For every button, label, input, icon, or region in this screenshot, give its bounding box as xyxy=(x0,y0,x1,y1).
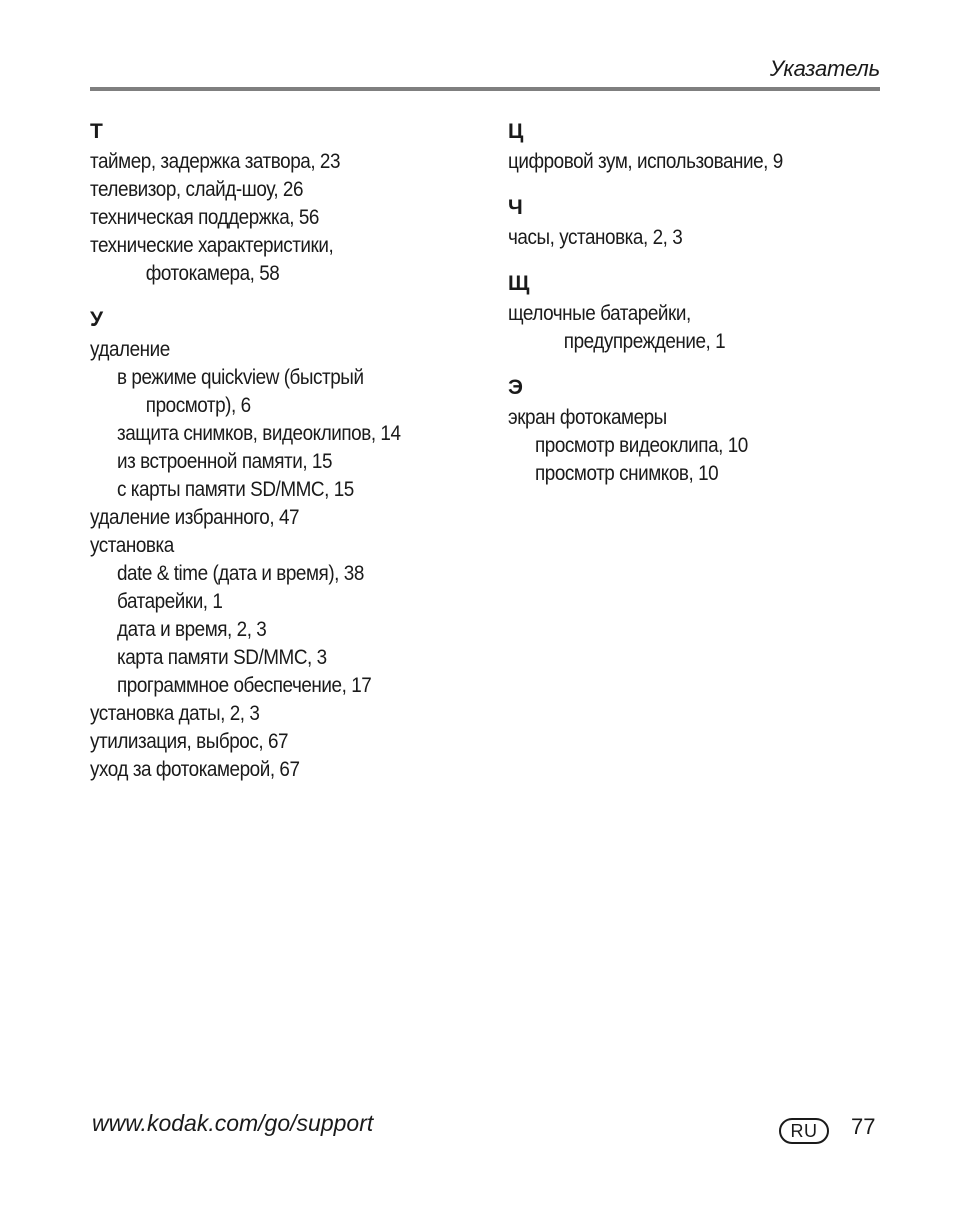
section-gap xyxy=(508,252,888,268)
index-entry: установка xyxy=(90,534,174,557)
page-header-title: Указатель xyxy=(769,56,880,81)
index-entry: телевизор, слайд-шоу, 26 xyxy=(90,178,304,201)
index-entry: цифровой зум, использование, 9 xyxy=(508,150,783,173)
index-letter-heading: У xyxy=(90,308,104,331)
index-subentry: с карты памяти SD/MMC, 15 xyxy=(117,478,354,501)
index-letter-heading: Т xyxy=(90,120,103,143)
index-entry-continuation: просмотр), 6 xyxy=(145,394,251,417)
index-subentry: дата и время, 2, 3 xyxy=(117,618,267,641)
index-letter-heading: Ч xyxy=(508,196,523,219)
index-letter-heading: Щ xyxy=(508,272,530,295)
index-entry: часы, установка, 2, 3 xyxy=(508,226,683,249)
index-entry: уход за фотокамерой, 67 xyxy=(90,758,300,781)
index-subentry: из встроенной памяти, 15 xyxy=(117,450,333,473)
index-subentry: просмотр видеоклипа, 10 xyxy=(535,434,748,457)
index-entry-continuation: предупреждение, 1 xyxy=(563,330,726,353)
section-gap xyxy=(90,288,470,304)
header-rule xyxy=(90,87,880,91)
index-subentry: date & time (дата и время), 38 xyxy=(117,562,364,585)
index-entry: экран фотокамеры xyxy=(508,406,667,429)
index-entry-continuation: фотокамера, 58 xyxy=(145,262,280,285)
index-column-left xyxy=(90,116,470,784)
index-subentry: просмотр снимков, 10 xyxy=(535,462,719,485)
index-entry: утилизация, выброс, 67 xyxy=(90,730,289,753)
section-gap xyxy=(508,176,888,192)
index-entry: щелочные батарейки, xyxy=(508,302,691,325)
page-number: 77 xyxy=(851,1114,876,1139)
index-letter-heading: Ц xyxy=(508,120,524,143)
index-entry: техническая поддержка, 56 xyxy=(90,206,320,229)
index-letter-heading: Э xyxy=(508,376,523,399)
support-url[interactable]: www.kodak.com/go/support xyxy=(92,1110,374,1136)
index-subentry: батарейки, 1 xyxy=(117,590,223,613)
index-column-right xyxy=(508,116,888,488)
index-entry: установка даты, 2, 3 xyxy=(90,702,260,725)
language-badge: RU xyxy=(779,1118,829,1144)
section-gap xyxy=(508,356,888,372)
index-entry: удаление избранного, 47 xyxy=(90,506,300,529)
index-entry: технические характеристики, xyxy=(90,234,334,257)
index-subentry: карта памяти SD/MMC, 3 xyxy=(117,646,327,669)
index-entry: таймер, задержка затвора, 23 xyxy=(90,150,341,173)
index-subentry: защита снимков, видеоклипов, 14 xyxy=(117,422,401,445)
index-entry: удаление xyxy=(90,338,170,361)
index-subentry: программное обеспечение, 17 xyxy=(117,674,372,697)
index-subentry: в режиме quickview (быстрый xyxy=(117,366,364,389)
